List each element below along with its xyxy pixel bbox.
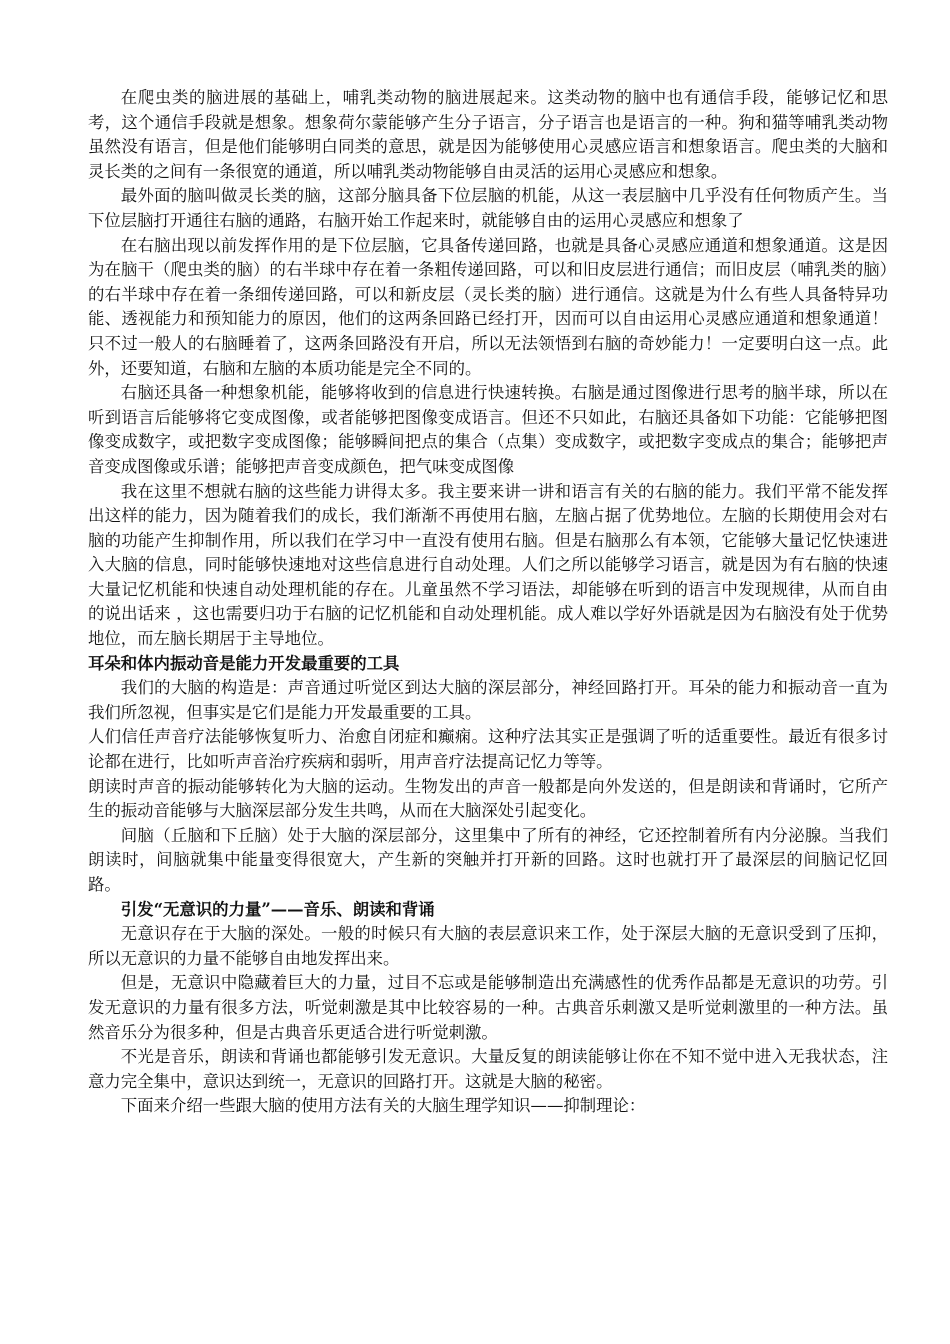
paragraph: 下面来介绍一些跟大脑的使用方法有关的大脑生理学知识——抑制理论：: [120, 1096, 646, 1116]
section-heading: 耳朵和体内振动音是能力开发最重要的工具: [88, 653, 400, 673]
section-heading: 引发“无意识的力量”——音乐、朗读和背诵: [120, 899, 435, 919]
paragraph: 人们信任声音疗法能够恢复听力、治愈自闭症和癫痫。这种疗法其实正是强调了听的适重要性。最近有很多讨论都在进行，比如听声音治疗疾病和弱听，用声音疗法提高记忆力等等。: [88, 727, 888, 772]
paragraph: 不光是音乐，朗读和背诵也都能够引发无意识。大量反复的朗读能够让你在不知不觉中进入无我状态，注意力完全集中，意识达到统一，无意识的回路打开。这就是大脑的秘密。: [88, 1047, 888, 1091]
paragraph: 间脑（丘脑和下丘脑）处于大脑的深层部分，这里集中了所有的神经，它还控制着所有内分泌腺。当我们朗读时，间脑就集中能量变得很宽大，产生新的突触并打开新的回路。这时也就打开了最深层的间脑记忆回路。: [88, 825, 888, 894]
paragraph: 无意识存在于大脑的深处。一般的时候只有大脑的表层意识来工作，处于深层大脑的无意识受到了压抑，所以无意识的力量不能够自由地发挥出来。: [88, 924, 888, 968]
paragraph: 最外面的脑叫做灵长类的脑，这部分脑具备下位层脑的机能，从这一表层脑中几乎没有任何物质产生。当下位层脑打开通往右脑的通路，右脑开始工作起来时，就能够自由的运用心灵感应和想象了: [88, 186, 888, 230]
paragraph: 我们的大脑的构造是：声音通过听觉区到达大脑的深层部分，神经回路打开。耳朵的能力和振动音一直为我们所忽视，但事实是它们是能力开发最重要的工具。: [88, 678, 888, 722]
paragraph: 朗读时声音的振动能够转化为大脑的运动。生物发出的声音一般都是向外发送的，但是朗读和背诵时，它所产生的振动音能够与大脑深层部分发生共鸣，从而在大脑深处引起变化。: [88, 776, 888, 821]
paragraph: 我在这里不想就右脑的这些能力讲得太多。我主要来讲一讲和语言有关的右脑的能力。我们平常不能发挥出这样的能力，因为随着我们的成长，我们渐渐不再使用右脑，左脑占据了优势地位。左脑的长期使用会对右脑的功能产生抑制作用，所以我们在学习中一直没有使用右脑。但是右脑那么有本领，它能够大量记忆快速进入大脑的信息，同时能够快速地对这些信息进行自动处理。人们之所以能够学习语言，就是因为有右脑的快速大量记忆机能和快速自动处理机能的存在。儿童虽然不学习语法，却能够在听到的语言中发现规律，从而自由的说出话来 ，这也需要归功于右脑的记忆机能和自动处理机能。成人难以学好外语就是因为右脑没有处于优势地位，而左脑长期居于主导地位。: [88, 481, 888, 649]
paragraph: 在爬虫类的脑进展的基础上，哺乳类动物的脑进展起来。这类动物的脑中也有通信手段，能够记忆和思考，这个通信手段就是想象。想象荷尔蒙能够产生分子语言，分子语言也是语言的一种。狗和猫等哺乳类动物虽然没有语言，但是他们能够明白同类的意思，就是因为能够使用心灵感应语言和想象语言。爬虫类的大脑和灵长类的之间有一条很宽的通道，所以哺乳类动物能够自由灵活的运用心灵感应和想象。: [88, 88, 888, 181]
document-page: [88, 86, 888, 1119]
paragraph: 但是，无意识中隐藏着巨大的力量，过目不忘或是能够制造出充满感性的优秀作品都是无意识的功劳。引发无意识的力量有很多方法，听觉刺激是其中比较容易的一种。古典音乐刺激又是听觉刺激里的一种方法。虽然音乐分为很多种，但是古典音乐更适合进行听觉刺激。: [88, 973, 888, 1042]
paragraph: 在右脑出现以前发挥作用的是下位层脑，它具备传递回路，也就是具备心灵感应通道和想象通道。这是因为在脑干（爬虫类的脑）的右半球中存在着一条粗传递回路，可以和旧皮层进行通信；而旧皮层（哺乳类的脑）的右半球中存在着一条细传递回路，可以和新皮层（灵长类的脑）进行通信。这就是为什么有些人具备特异功能、透视能力和预知能力的原因，他们的这两条回路已经打开，因而可以自由运用心灵感应通道和想象通道！只不过一般人的右脑睡着了，这两条回路没有开启，所以无法领悟到右脑的奇妙能力！一定要明白这一点。此外，还要知道，右脑和左脑的本质功能是完全不同的。: [88, 235, 888, 378]
paragraph: 右脑还具备一种想象机能，能够将收到的信息进行快速转换。右脑是通过图像进行思考的脑半球，所以在听到语言后能够将它变成图像，或者能够把图像变成语言。但还不只如此，右脑还具备如下功能：它能够把图像变成数字，或把数字变成图像；能够瞬间把点的集合（点集）变成数字，或把数字变成点的集合；能够把声音变成图像或乐谱；能够把声音变成颜色，把气味变成图像: [88, 383, 888, 476]
